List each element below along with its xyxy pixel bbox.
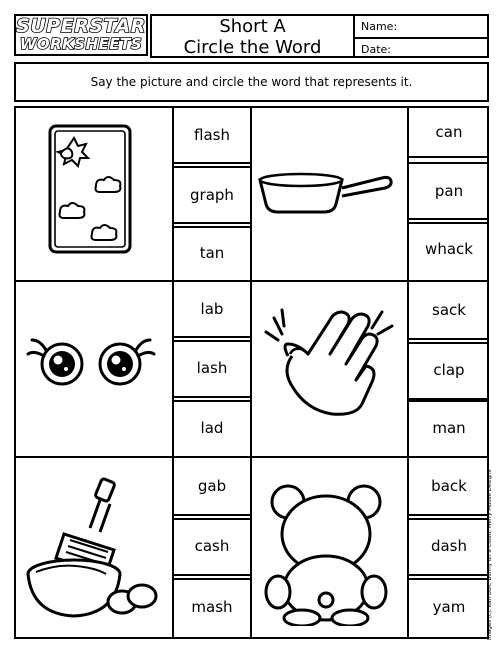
word-option[interactable]: lad (200, 419, 224, 437)
word-cell-divider (407, 338, 489, 340)
word-option[interactable]: sack (432, 301, 466, 319)
word-cell-divider (172, 514, 252, 516)
word-cell-divider (172, 574, 252, 576)
word-option[interactable]: cash (194, 537, 230, 555)
frying-pan-icon (256, 166, 396, 216)
instructions: Say the picture and circle the word that represents it. (14, 62, 489, 102)
word-option[interactable]: whack (425, 240, 473, 258)
word-option[interactable]: lab (200, 300, 224, 318)
name-date-box (353, 14, 489, 58)
word-cell-divider (172, 222, 252, 224)
word-option[interactable]: lash (196, 359, 228, 377)
word-option[interactable]: dash (430, 537, 468, 555)
potato-masher-icon (24, 476, 160, 626)
word-option[interactable]: yam (432, 598, 466, 616)
word-option[interactable]: pan (434, 182, 464, 200)
word-option[interactable]: clap (433, 361, 465, 379)
clapping-hands-icon (262, 302, 398, 420)
word-cell-divider (407, 574, 489, 576)
word-option[interactable]: can (435, 123, 463, 141)
word-cell-divider (172, 396, 252, 398)
word-option[interactable]: graph (190, 186, 234, 204)
word-cell-divider (172, 336, 252, 338)
word-option[interactable]: man (432, 419, 466, 437)
word-option[interactable]: flash (194, 126, 230, 144)
logo-line-2: WORKSHEETS (19, 35, 143, 53)
word-option[interactable]: mash (191, 598, 233, 616)
title-line-1: Short A (219, 16, 286, 37)
word-cell-divider (407, 218, 489, 220)
word-option[interactable]: tan (199, 244, 225, 262)
date-field[interactable]: Date: (355, 37, 487, 60)
word-option[interactable]: back (431, 477, 467, 495)
eyes-lashes-icon (20, 334, 160, 390)
title-line-2: Circle the Word (183, 37, 322, 58)
name-field[interactable]: Name: (361, 20, 398, 33)
logo-line-1: SUPERSTAR (16, 15, 146, 37)
word-cell-divider (407, 514, 489, 516)
col-divider (250, 106, 252, 639)
superstar-logo (14, 14, 148, 56)
word-option[interactable]: gab (197, 477, 227, 495)
teddy-bear-back-icon (262, 480, 390, 626)
word-cell-divider (172, 162, 252, 164)
phone-weather-icon (44, 122, 134, 258)
word-cell-divider (407, 156, 489, 158)
image-credit: Images (c): Kari Bolt, Bunny on a Cloud, Merry Moose Designs (487, 469, 493, 640)
worksheet-title (150, 14, 355, 58)
